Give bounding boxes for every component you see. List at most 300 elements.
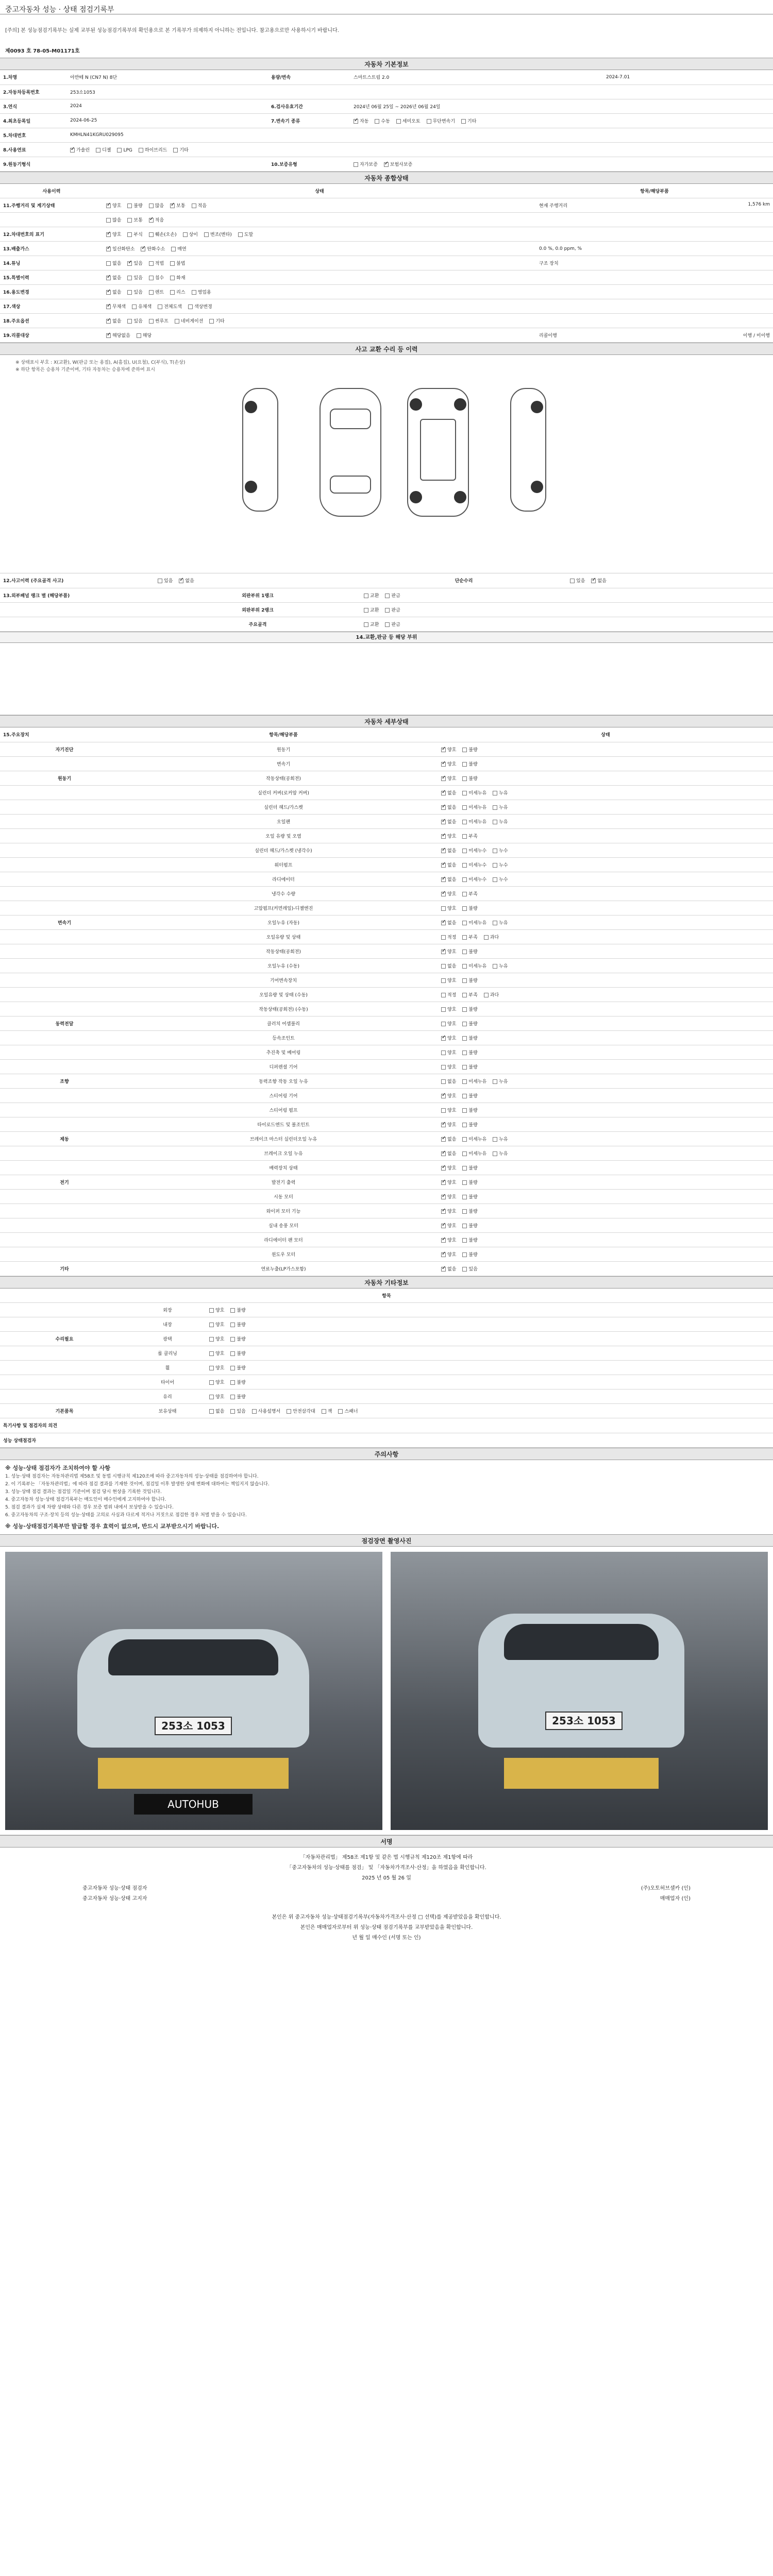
- detail-option[interactable]: [462, 934, 477, 940]
- checkbox-icon[interactable]: [462, 1022, 467, 1026]
- other-option[interactable]: [230, 1393, 245, 1400]
- accident-option[interactable]: [158, 577, 173, 584]
- checkbox-icon[interactable]: [462, 748, 467, 752]
- detail-option[interactable]: [441, 1179, 456, 1185]
- detail-option[interactable]: [441, 905, 456, 911]
- detail-option[interactable]: [441, 861, 456, 868]
- checkbox-icon[interactable]: [441, 1166, 446, 1171]
- checkbox-icon[interactable]: [170, 276, 175, 280]
- checkbox-icon[interactable]: [106, 204, 111, 208]
- checkbox-icon[interactable]: [384, 162, 389, 167]
- checkbox-icon[interactable]: [106, 304, 111, 309]
- checkbox-icon[interactable]: [570, 579, 575, 583]
- detail-option[interactable]: [493, 804, 508, 810]
- detail-option[interactable]: [441, 1035, 456, 1041]
- checkbox-icon[interactable]: [462, 978, 467, 983]
- checkbox-icon[interactable]: [192, 290, 196, 295]
- general-option[interactable]: [170, 289, 185, 295]
- checkbox-icon[interactable]: [441, 776, 446, 781]
- checkbox-icon[interactable]: [462, 820, 467, 824]
- general-option[interactable]: [106, 245, 135, 252]
- detail-option[interactable]: [484, 991, 499, 998]
- checkbox-icon[interactable]: [230, 1337, 235, 1342]
- checkbox-icon[interactable]: [230, 1395, 235, 1399]
- checkbox-icon[interactable]: [209, 1308, 214, 1313]
- checkbox-icon[interactable]: [70, 148, 75, 152]
- checkbox-icon[interactable]: [106, 319, 111, 324]
- checkbox-icon[interactable]: [106, 290, 111, 295]
- checkbox-icon[interactable]: [441, 950, 446, 954]
- checkbox-icon[interactable]: [230, 1380, 235, 1385]
- general-option[interactable]: [149, 231, 177, 238]
- detail-option[interactable]: [441, 1236, 456, 1243]
- general-option[interactable]: [149, 289, 164, 295]
- general-option[interactable]: [106, 231, 121, 238]
- checkbox-icon[interactable]: [493, 964, 497, 969]
- detail-option[interactable]: [441, 1164, 456, 1171]
- checkbox-icon[interactable]: [96, 148, 100, 152]
- checkbox-icon[interactable]: [149, 319, 154, 324]
- checkbox-icon[interactable]: [462, 1180, 467, 1185]
- detail-option[interactable]: [493, 876, 508, 883]
- detail-option[interactable]: [462, 789, 486, 796]
- general-option[interactable]: [149, 216, 164, 223]
- detail-option[interactable]: [462, 1035, 477, 1041]
- general-option[interactable]: [127, 202, 142, 209]
- checkbox-icon[interactable]: [158, 579, 162, 583]
- checkbox-icon[interactable]: [183, 232, 188, 237]
- general-option[interactable]: [171, 245, 186, 252]
- checkbox-icon[interactable]: [462, 1079, 467, 1084]
- transmission-option[interactable]: [461, 117, 476, 124]
- checkbox-icon[interactable]: [141, 247, 145, 251]
- checkbox-icon[interactable]: [462, 863, 467, 868]
- checkbox-icon[interactable]: [238, 232, 243, 237]
- checkbox-icon[interactable]: [127, 218, 132, 223]
- other-option[interactable]: [338, 1408, 358, 1414]
- simple-repair-option[interactable]: [570, 577, 585, 584]
- detail-option[interactable]: [462, 1265, 477, 1272]
- detail-option[interactable]: [462, 1107, 477, 1113]
- checkbox-icon[interactable]: [127, 261, 132, 266]
- checkbox-icon[interactable]: [462, 762, 467, 767]
- checkbox-icon[interactable]: [441, 1079, 446, 1084]
- checkbox-icon[interactable]: [441, 993, 446, 997]
- checkbox-icon[interactable]: [493, 863, 497, 868]
- checkbox-icon[interactable]: [462, 1007, 467, 1012]
- general-option[interactable]: [106, 332, 130, 338]
- checkbox-icon[interactable]: [132, 304, 137, 309]
- checkbox-icon[interactable]: [385, 594, 390, 598]
- detail-option[interactable]: [484, 934, 499, 940]
- detail-option[interactable]: [462, 977, 477, 984]
- general-option[interactable]: [192, 202, 207, 209]
- general-option[interactable]: [175, 317, 203, 324]
- detail-option[interactable]: [441, 1063, 456, 1070]
- general-option[interactable]: [106, 260, 121, 266]
- checkbox-icon[interactable]: [441, 921, 446, 925]
- other-option[interactable]: [230, 1307, 245, 1313]
- other-option[interactable]: [230, 1364, 245, 1371]
- checkbox-icon[interactable]: [127, 319, 132, 324]
- detail-option[interactable]: [441, 1078, 456, 1084]
- checkbox-icon[interactable]: [230, 1308, 235, 1313]
- checkbox-icon[interactable]: [209, 319, 214, 324]
- checkbox-icon[interactable]: [106, 218, 111, 223]
- detail-option[interactable]: [441, 1121, 456, 1128]
- checkbox-icon[interactable]: [209, 1323, 214, 1327]
- general-option[interactable]: [158, 303, 182, 310]
- detail-option[interactable]: [462, 775, 477, 782]
- general-option[interactable]: [132, 303, 152, 310]
- checkbox-icon[interactable]: [354, 162, 358, 167]
- checkbox-icon[interactable]: [591, 579, 596, 583]
- rank-option[interactable]: [385, 606, 400, 613]
- general-option[interactable]: [188, 303, 212, 310]
- fuel-option[interactable]: [96, 146, 111, 153]
- detail-option[interactable]: [493, 818, 508, 825]
- detail-option[interactable]: [441, 919, 456, 926]
- checkbox-icon[interactable]: [149, 261, 154, 266]
- checkbox-icon[interactable]: [127, 290, 132, 295]
- detail-option[interactable]: [462, 948, 477, 955]
- general-option[interactable]: [183, 231, 198, 238]
- transmission-option[interactable]: [375, 117, 390, 124]
- checkbox-icon[interactable]: [493, 820, 497, 824]
- checkbox-icon[interactable]: [462, 1166, 467, 1171]
- checkbox-icon[interactable]: [441, 964, 446, 969]
- checkbox-icon[interactable]: [230, 1366, 235, 1370]
- checkbox-icon[interactable]: [441, 1267, 446, 1272]
- checkbox-icon[interactable]: [175, 319, 179, 324]
- detail-option[interactable]: [462, 1006, 477, 1012]
- other-option[interactable]: [230, 1379, 245, 1385]
- general-option[interactable]: [106, 216, 121, 223]
- checkbox-icon[interactable]: [462, 906, 467, 911]
- general-option[interactable]: [238, 231, 253, 238]
- general-option[interactable]: [170, 260, 185, 266]
- checkbox-icon[interactable]: [106, 247, 111, 251]
- checkbox-icon[interactable]: [462, 1065, 467, 1070]
- general-option[interactable]: [149, 317, 169, 324]
- detail-option[interactable]: [462, 1063, 477, 1070]
- checkbox-icon[interactable]: [462, 1108, 467, 1113]
- checkbox-icon[interactable]: [462, 1224, 467, 1228]
- checkbox-icon[interactable]: [493, 849, 497, 853]
- detail-option[interactable]: [441, 1020, 456, 1027]
- fuel-option[interactable]: [70, 146, 90, 153]
- detail-option[interactable]: [493, 789, 508, 796]
- detail-option[interactable]: [493, 1078, 508, 1084]
- checkbox-icon[interactable]: [149, 232, 154, 237]
- general-option[interactable]: [127, 260, 142, 266]
- general-option[interactable]: [149, 274, 164, 281]
- checkbox-icon[interactable]: [462, 1123, 467, 1127]
- detail-option[interactable]: [441, 876, 456, 883]
- rank-option[interactable]: [364, 606, 379, 613]
- fuel-option[interactable]: [139, 146, 167, 153]
- checkbox-icon[interactable]: [209, 1337, 214, 1342]
- rank-option[interactable]: [364, 621, 379, 628]
- detail-option[interactable]: [462, 919, 486, 926]
- checkbox-icon[interactable]: [462, 921, 467, 925]
- detail-option[interactable]: [441, 991, 456, 998]
- checkbox-icon[interactable]: [441, 820, 446, 824]
- checkbox-icon[interactable]: [149, 218, 154, 223]
- transmission-option[interactable]: [427, 117, 455, 124]
- checkbox-icon[interactable]: [441, 1195, 446, 1199]
- detail-option[interactable]: [441, 1150, 456, 1157]
- checkbox-icon[interactable]: [441, 1108, 446, 1113]
- general-option[interactable]: [127, 289, 142, 295]
- checkbox-icon[interactable]: [493, 921, 497, 925]
- detail-option[interactable]: [441, 789, 456, 796]
- detail-option[interactable]: [462, 1251, 477, 1258]
- detail-option[interactable]: [441, 1265, 456, 1272]
- checkbox-icon[interactable]: [209, 1380, 214, 1385]
- checkbox-icon[interactable]: [493, 877, 497, 882]
- checkbox-icon[interactable]: [188, 304, 193, 309]
- checkbox-icon[interactable]: [441, 748, 446, 752]
- other-option[interactable]: [209, 1364, 224, 1371]
- accident-option[interactable]: [179, 577, 194, 584]
- detail-option[interactable]: [441, 833, 456, 839]
- detail-option[interactable]: [441, 934, 456, 940]
- detail-option[interactable]: [462, 1236, 477, 1243]
- other-option[interactable]: [209, 1408, 224, 1414]
- checkbox-icon[interactable]: [209, 1409, 214, 1414]
- detail-option[interactable]: [493, 962, 508, 969]
- checkbox-icon[interactable]: [287, 1409, 291, 1414]
- checkbox-icon[interactable]: [139, 148, 143, 152]
- checkbox-icon[interactable]: [170, 290, 175, 295]
- checkbox-icon[interactable]: [462, 1151, 467, 1156]
- checkbox-icon[interactable]: [441, 1007, 446, 1012]
- other-option[interactable]: [209, 1335, 224, 1342]
- checkbox-icon[interactable]: [462, 1137, 467, 1142]
- other-option[interactable]: [209, 1379, 224, 1385]
- general-option[interactable]: [106, 202, 121, 209]
- checkbox-icon[interactable]: [149, 204, 154, 208]
- checkbox-icon[interactable]: [462, 935, 467, 940]
- other-option[interactable]: [209, 1350, 224, 1357]
- checkbox-icon[interactable]: [364, 594, 368, 598]
- checkbox-icon[interactable]: [364, 622, 368, 627]
- detail-option[interactable]: [441, 977, 456, 984]
- detail-option[interactable]: [441, 1006, 456, 1012]
- checkbox-icon[interactable]: [462, 964, 467, 969]
- detail-option[interactable]: [462, 1208, 477, 1214]
- detail-option[interactable]: [462, 818, 486, 825]
- checkbox-icon[interactable]: [462, 791, 467, 795]
- checkbox-icon[interactable]: [385, 622, 390, 627]
- checkbox-icon[interactable]: [462, 1036, 467, 1041]
- checkbox-icon[interactable]: [441, 834, 446, 839]
- detail-option[interactable]: [441, 746, 456, 753]
- checkbox-icon[interactable]: [106, 232, 111, 237]
- detail-option[interactable]: [493, 1136, 508, 1142]
- transmission-option[interactable]: [396, 117, 421, 124]
- checkbox-icon[interactable]: [322, 1409, 326, 1414]
- checkbox-icon[interactable]: [441, 892, 446, 896]
- general-option[interactable]: [127, 274, 142, 281]
- detail-option[interactable]: [441, 1208, 456, 1214]
- checkbox-icon[interactable]: [484, 993, 489, 997]
- checkbox-icon[interactable]: [441, 935, 446, 940]
- checkbox-icon[interactable]: [462, 1094, 467, 1098]
- detail-option[interactable]: [462, 1092, 477, 1099]
- simple-repair-option[interactable]: [591, 577, 606, 584]
- detail-option[interactable]: [441, 1222, 456, 1229]
- checkbox-icon[interactable]: [375, 119, 379, 124]
- checkbox-icon[interactable]: [209, 1351, 214, 1356]
- checkbox-icon[interactable]: [493, 805, 497, 810]
- detail-option[interactable]: [462, 1020, 477, 1027]
- checkbox-icon[interactable]: [396, 119, 401, 124]
- checkbox-icon[interactable]: [462, 1252, 467, 1257]
- detail-option[interactable]: [462, 962, 486, 969]
- detail-option[interactable]: [441, 948, 456, 955]
- detail-option[interactable]: [462, 847, 486, 854]
- general-option[interactable]: [192, 289, 211, 295]
- detail-option[interactable]: [441, 1049, 456, 1056]
- detail-option[interactable]: [441, 1193, 456, 1200]
- checkbox-icon[interactable]: [441, 1036, 446, 1041]
- detail-option[interactable]: [493, 847, 508, 854]
- detail-option[interactable]: [493, 861, 508, 868]
- detail-option[interactable]: [462, 1179, 477, 1185]
- detail-option[interactable]: [462, 1078, 486, 1084]
- checkbox-icon[interactable]: [170, 204, 175, 208]
- checkbox-icon[interactable]: [149, 290, 154, 295]
- general-option[interactable]: [149, 260, 164, 266]
- general-option[interactable]: [127, 317, 142, 324]
- checkbox-icon[interactable]: [230, 1409, 235, 1414]
- checkbox-icon[interactable]: [230, 1323, 235, 1327]
- checkbox-icon[interactable]: [192, 204, 196, 208]
- checkbox-icon[interactable]: [441, 1180, 446, 1185]
- checkbox-icon[interactable]: [441, 1123, 446, 1127]
- other-option[interactable]: [230, 1321, 245, 1328]
- warranty-option[interactable]: [384, 161, 412, 167]
- checkbox-icon[interactable]: [230, 1351, 235, 1356]
- detail-option[interactable]: [493, 1150, 508, 1157]
- checkbox-icon[interactable]: [462, 1267, 467, 1272]
- checkbox-icon[interactable]: [441, 877, 446, 882]
- rank-option[interactable]: [364, 592, 379, 599]
- detail-option[interactable]: [462, 760, 477, 767]
- checkbox-icon[interactable]: [441, 978, 446, 983]
- checkbox-icon[interactable]: [462, 1209, 467, 1214]
- checkbox-icon[interactable]: [462, 892, 467, 896]
- checkbox-icon[interactable]: [158, 304, 162, 309]
- other-option[interactable]: [287, 1408, 315, 1414]
- checkbox-icon[interactable]: [441, 1137, 446, 1142]
- checkbox-icon[interactable]: [462, 993, 467, 997]
- other-option[interactable]: [209, 1307, 224, 1313]
- detail-option[interactable]: [493, 919, 508, 926]
- detail-option[interactable]: [462, 876, 486, 883]
- rank-option[interactable]: [385, 621, 400, 628]
- detail-option[interactable]: [462, 1222, 477, 1229]
- checkbox-icon[interactable]: [252, 1409, 257, 1414]
- detail-option[interactable]: [441, 1107, 456, 1113]
- other-option[interactable]: [252, 1408, 280, 1414]
- detail-option[interactable]: [462, 746, 477, 753]
- detail-option[interactable]: [441, 804, 456, 810]
- fuel-option[interactable]: [117, 148, 132, 153]
- general-option[interactable]: [170, 274, 185, 281]
- checkbox-icon[interactable]: [462, 776, 467, 781]
- checkbox-icon[interactable]: [209, 1366, 214, 1370]
- detail-option[interactable]: [462, 804, 486, 810]
- checkbox-icon[interactable]: [441, 1050, 446, 1055]
- checkbox-icon[interactable]: [441, 1224, 446, 1228]
- checkbox-icon[interactable]: [493, 1079, 497, 1084]
- checkbox-icon[interactable]: [171, 247, 176, 251]
- general-option[interactable]: [137, 332, 152, 338]
- detail-option[interactable]: [441, 1136, 456, 1142]
- checkbox-icon[interactable]: [209, 1395, 214, 1399]
- checkbox-icon[interactable]: [441, 863, 446, 868]
- checkbox-icon[interactable]: [364, 608, 368, 613]
- checkbox-icon[interactable]: [462, 877, 467, 882]
- detail-option[interactable]: [441, 760, 456, 767]
- detail-option[interactable]: [462, 833, 477, 839]
- detail-option[interactable]: [441, 818, 456, 825]
- checkbox-icon[interactable]: [441, 1022, 446, 1026]
- checkbox-icon[interactable]: [441, 1209, 446, 1214]
- detail-option[interactable]: [441, 962, 456, 969]
- other-option[interactable]: [230, 1350, 245, 1357]
- checkbox-icon[interactable]: [354, 119, 358, 124]
- detail-option[interactable]: [441, 847, 456, 854]
- checkbox-icon[interactable]: [441, 805, 446, 810]
- checkbox-icon[interactable]: [462, 849, 467, 853]
- general-option[interactable]: [141, 245, 165, 252]
- detail-option[interactable]: [462, 1121, 477, 1128]
- checkbox-icon[interactable]: [106, 276, 111, 280]
- detail-option[interactable]: [462, 1164, 477, 1171]
- general-option[interactable]: [149, 202, 164, 209]
- checkbox-icon[interactable]: [106, 261, 111, 266]
- checkbox-icon[interactable]: [127, 276, 132, 280]
- general-option[interactable]: [127, 231, 142, 238]
- checkbox-icon[interactable]: [462, 1238, 467, 1243]
- checkbox-icon[interactable]: [441, 791, 446, 795]
- detail-option[interactable]: [462, 1136, 486, 1142]
- checkbox-icon[interactable]: [462, 1050, 467, 1055]
- other-option[interactable]: [209, 1321, 224, 1328]
- checkbox-icon[interactable]: [441, 762, 446, 767]
- checkbox-icon[interactable]: [462, 834, 467, 839]
- checkbox-icon[interactable]: [179, 579, 183, 583]
- checkbox-icon[interactable]: [441, 1252, 446, 1257]
- checkbox-icon[interactable]: [441, 1065, 446, 1070]
- checkbox-icon[interactable]: [106, 333, 111, 338]
- checkbox-icon[interactable]: [427, 119, 431, 124]
- checkbox-icon[interactable]: [137, 333, 141, 338]
- checkbox-icon[interactable]: [170, 261, 175, 266]
- checkbox-icon[interactable]: [462, 805, 467, 810]
- checkbox-icon[interactable]: [117, 148, 122, 152]
- checkbox-icon[interactable]: [493, 791, 497, 795]
- checkbox-icon[interactable]: [127, 204, 132, 208]
- checkbox-icon[interactable]: [127, 232, 132, 237]
- checkbox-icon[interactable]: [173, 148, 178, 152]
- checkbox-icon[interactable]: [338, 1409, 343, 1414]
- checkbox-icon[interactable]: [204, 232, 209, 237]
